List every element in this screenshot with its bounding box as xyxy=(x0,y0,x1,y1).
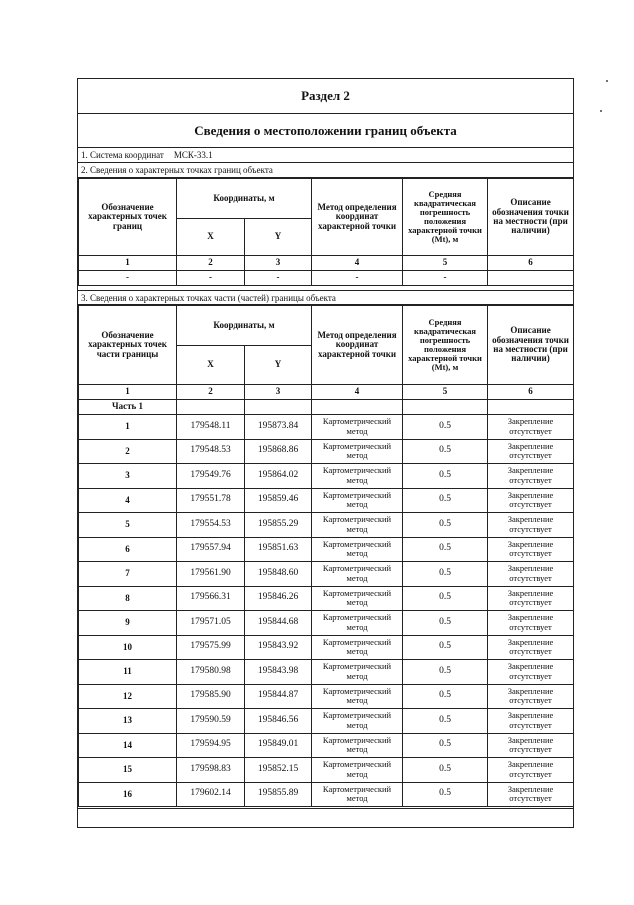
point-y: 195859.46 xyxy=(245,488,312,513)
point-number: 14 xyxy=(79,733,177,758)
col-number: 6 xyxy=(488,385,574,400)
point-description: Закрепление отсутствует xyxy=(488,782,574,807)
header-x: X xyxy=(177,219,245,256)
point-row xyxy=(79,758,574,783)
empty-row xyxy=(79,271,574,286)
point-y: 195855.29 xyxy=(245,513,312,538)
col-number: 4 xyxy=(312,256,403,271)
dash-cell: - xyxy=(177,271,245,286)
point-method: Картометрический метод xyxy=(312,439,403,464)
scan-speck xyxy=(600,110,602,112)
empty-cell xyxy=(488,400,574,415)
col-number: 5 xyxy=(403,385,488,400)
point-description: Закрепление отсутствует xyxy=(488,758,574,783)
point-number: 11 xyxy=(79,660,177,685)
col-number: 1 xyxy=(79,385,177,400)
point-row xyxy=(79,464,574,489)
point-error: 0.5 xyxy=(403,684,488,709)
point-x: 179594.95 xyxy=(177,733,245,758)
header-x: X xyxy=(177,346,245,385)
point-row xyxy=(79,562,574,587)
point-number: 10 xyxy=(79,635,177,660)
point-y: 195843.98 xyxy=(245,660,312,685)
point-number: 3 xyxy=(79,464,177,489)
point-y: 195844.87 xyxy=(245,684,312,709)
part3-table xyxy=(78,305,574,807)
point-x: 179551.78 xyxy=(177,488,245,513)
point-y: 195852.15 xyxy=(245,758,312,783)
header-designation: Обозначение характерных точек границ xyxy=(79,179,177,256)
col-number: 5 xyxy=(403,256,488,271)
point-description: Закрепление отсутствует xyxy=(488,660,574,685)
coord-system-label: 1. Система координат xyxy=(81,150,164,160)
col-number: 1 xyxy=(79,256,177,271)
point-error: 0.5 xyxy=(403,611,488,636)
point-row xyxy=(79,488,574,513)
point-y: 195851.63 xyxy=(245,537,312,562)
point-number: 13 xyxy=(79,709,177,734)
point-number: 5 xyxy=(79,513,177,538)
point-description: Закрепление отсутствует xyxy=(488,562,574,587)
point-x: 179598.83 xyxy=(177,758,245,783)
point-x: 179580.98 xyxy=(177,660,245,685)
dash-cell: - xyxy=(245,271,312,286)
point-row xyxy=(79,684,574,709)
header-designation: Обозначение характерных точек части границы xyxy=(79,306,177,385)
point-x: 179575.99 xyxy=(177,635,245,660)
point-y: 195843.92 xyxy=(245,635,312,660)
point-description: Закрепление отсутствует xyxy=(488,733,574,758)
point-number: 8 xyxy=(79,586,177,611)
part3-title: 3. Сведения о характерных точках части (частей) границы объекта xyxy=(78,290,573,305)
point-x: 179590.59 xyxy=(177,709,245,734)
point-x: 179548.53 xyxy=(177,439,245,464)
empty-cell xyxy=(312,400,403,415)
point-description: Закрепление отсутствует xyxy=(488,684,574,709)
part2-table xyxy=(78,178,574,286)
header-description: Описание обозначения точки на местности (при наличии) xyxy=(488,179,574,256)
point-y: 195855.89 xyxy=(245,782,312,807)
point-y: 195873.84 xyxy=(245,415,312,440)
point-row xyxy=(79,513,574,538)
point-error: 0.5 xyxy=(403,733,488,758)
header-description: Описание обозначения точки на местности (при наличии) xyxy=(488,306,574,385)
point-method: Картометрический метод xyxy=(312,415,403,440)
point-number: 16 xyxy=(79,782,177,807)
point-x: 179548.11 xyxy=(177,415,245,440)
point-x: 179585.90 xyxy=(177,684,245,709)
point-method: Картометрический метод xyxy=(312,635,403,660)
point-number: 9 xyxy=(79,611,177,636)
dash-cell: - xyxy=(312,271,403,286)
header-method: Метод определения координат характерной точки xyxy=(312,179,403,256)
dash-cell: - xyxy=(79,271,177,286)
dash-cell: - xyxy=(403,271,488,286)
col-number-row xyxy=(79,385,574,400)
point-method: Картометрический метод xyxy=(312,488,403,513)
header-y: Y xyxy=(245,346,312,385)
point-error: 0.5 xyxy=(403,439,488,464)
part-label-row xyxy=(79,400,574,415)
point-error: 0.5 xyxy=(403,415,488,440)
col-number: 2 xyxy=(177,256,245,271)
header-error: Средняя квадратическая погрешность положения характерной точки (Mt), м xyxy=(403,179,488,256)
point-row xyxy=(79,660,574,685)
point-error: 0.5 xyxy=(403,537,488,562)
col-number: 3 xyxy=(245,256,312,271)
point-description: Закрепление отсутствует xyxy=(488,439,574,464)
point-error: 0.5 xyxy=(403,709,488,734)
point-number: 2 xyxy=(79,439,177,464)
point-row xyxy=(79,733,574,758)
point-number: 7 xyxy=(79,562,177,587)
point-description: Закрепление отсутствует xyxy=(488,586,574,611)
point-row xyxy=(79,586,574,611)
point-row xyxy=(79,709,574,734)
point-error: 0.5 xyxy=(403,758,488,783)
part2-title: 2. Сведения о характерных точках границ объекта xyxy=(78,163,573,178)
point-x: 179561.90 xyxy=(177,562,245,587)
footer-blank-row xyxy=(78,808,573,827)
point-error: 0.5 xyxy=(403,635,488,660)
col-number: 4 xyxy=(312,385,403,400)
point-error: 0.5 xyxy=(403,782,488,807)
point-row xyxy=(79,782,574,807)
point-method: Картометрический метод xyxy=(312,586,403,611)
point-error: 0.5 xyxy=(403,660,488,685)
point-y: 195846.26 xyxy=(245,586,312,611)
point-method: Картометрический метод xyxy=(312,709,403,734)
point-number: 4 xyxy=(79,488,177,513)
point-number: 15 xyxy=(79,758,177,783)
point-y: 195848.60 xyxy=(245,562,312,587)
point-method: Картометрический метод xyxy=(312,660,403,685)
point-method: Картометрический метод xyxy=(312,782,403,807)
point-description: Закрепление отсутствует xyxy=(488,635,574,660)
col-number: 6 xyxy=(488,256,574,271)
point-error: 0.5 xyxy=(403,464,488,489)
point-x: 179571.05 xyxy=(177,611,245,636)
point-method: Картометрический метод xyxy=(312,684,403,709)
point-row xyxy=(79,635,574,660)
point-y: 195846.56 xyxy=(245,709,312,734)
point-description: Закрепление отсутствует xyxy=(488,709,574,734)
col-number-row xyxy=(79,256,574,271)
point-number: 1 xyxy=(79,415,177,440)
empty-cell xyxy=(403,400,488,415)
point-description: Закрепление отсутствует xyxy=(488,611,574,636)
document-page xyxy=(77,78,574,828)
point-x: 179566.31 xyxy=(177,586,245,611)
col-number: 2 xyxy=(177,385,245,400)
coord-system-row xyxy=(78,148,573,163)
point-method: Картометрический метод xyxy=(312,758,403,783)
point-row xyxy=(79,439,574,464)
point-method: Картометрический метод xyxy=(312,464,403,489)
point-method: Картометрический метод xyxy=(312,537,403,562)
empty-cell xyxy=(488,271,574,286)
point-description: Закрепление отсутствует xyxy=(488,415,574,440)
point-x: 179549.76 xyxy=(177,464,245,489)
point-y: 195849.01 xyxy=(245,733,312,758)
point-method: Картометрический метод xyxy=(312,733,403,758)
part-label: Часть 1 xyxy=(79,400,177,415)
point-method: Картометрический метод xyxy=(312,562,403,587)
point-x: 179554.53 xyxy=(177,513,245,538)
point-description: Закрепление отсутствует xyxy=(488,464,574,489)
header-y: Y xyxy=(245,219,312,256)
point-y: 195844.68 xyxy=(245,611,312,636)
coord-system-value: МСК-33.1 xyxy=(173,150,213,160)
point-number: 6 xyxy=(79,537,177,562)
point-method: Картометрический метод xyxy=(312,513,403,538)
point-error: 0.5 xyxy=(403,513,488,538)
scan-speck xyxy=(606,80,608,82)
col-number: 3 xyxy=(245,385,312,400)
point-number: 12 xyxy=(79,684,177,709)
point-description: Закрепление отсутствует xyxy=(488,488,574,513)
section-title: Раздел 2 xyxy=(78,79,573,114)
empty-cell xyxy=(245,400,312,415)
point-method: Картометрический метод xyxy=(312,611,403,636)
point-error: 0.5 xyxy=(403,488,488,513)
point-y: 195868.86 xyxy=(245,439,312,464)
point-row xyxy=(79,537,574,562)
header-error: Средняя квадратическая погрешность положения характерной точки (Mt), м xyxy=(403,306,488,385)
point-description: Закрепление отсутствует xyxy=(488,513,574,538)
point-error: 0.5 xyxy=(403,586,488,611)
point-error: 0.5 xyxy=(403,562,488,587)
empty-cell xyxy=(177,400,245,415)
point-description: Закрепление отсутствует xyxy=(488,537,574,562)
point-x: 179602.14 xyxy=(177,782,245,807)
point-x: 179557.94 xyxy=(177,537,245,562)
point-row xyxy=(79,611,574,636)
header-coords: Координаты, м xyxy=(177,179,312,219)
point-y: 195864.02 xyxy=(245,464,312,489)
header-coords: Координаты, м xyxy=(177,306,312,346)
point-row xyxy=(79,415,574,440)
section-subtitle: Сведения о местоположении границ объекта xyxy=(78,114,573,148)
header-method: Метод определения координат характерной точки xyxy=(312,306,403,385)
